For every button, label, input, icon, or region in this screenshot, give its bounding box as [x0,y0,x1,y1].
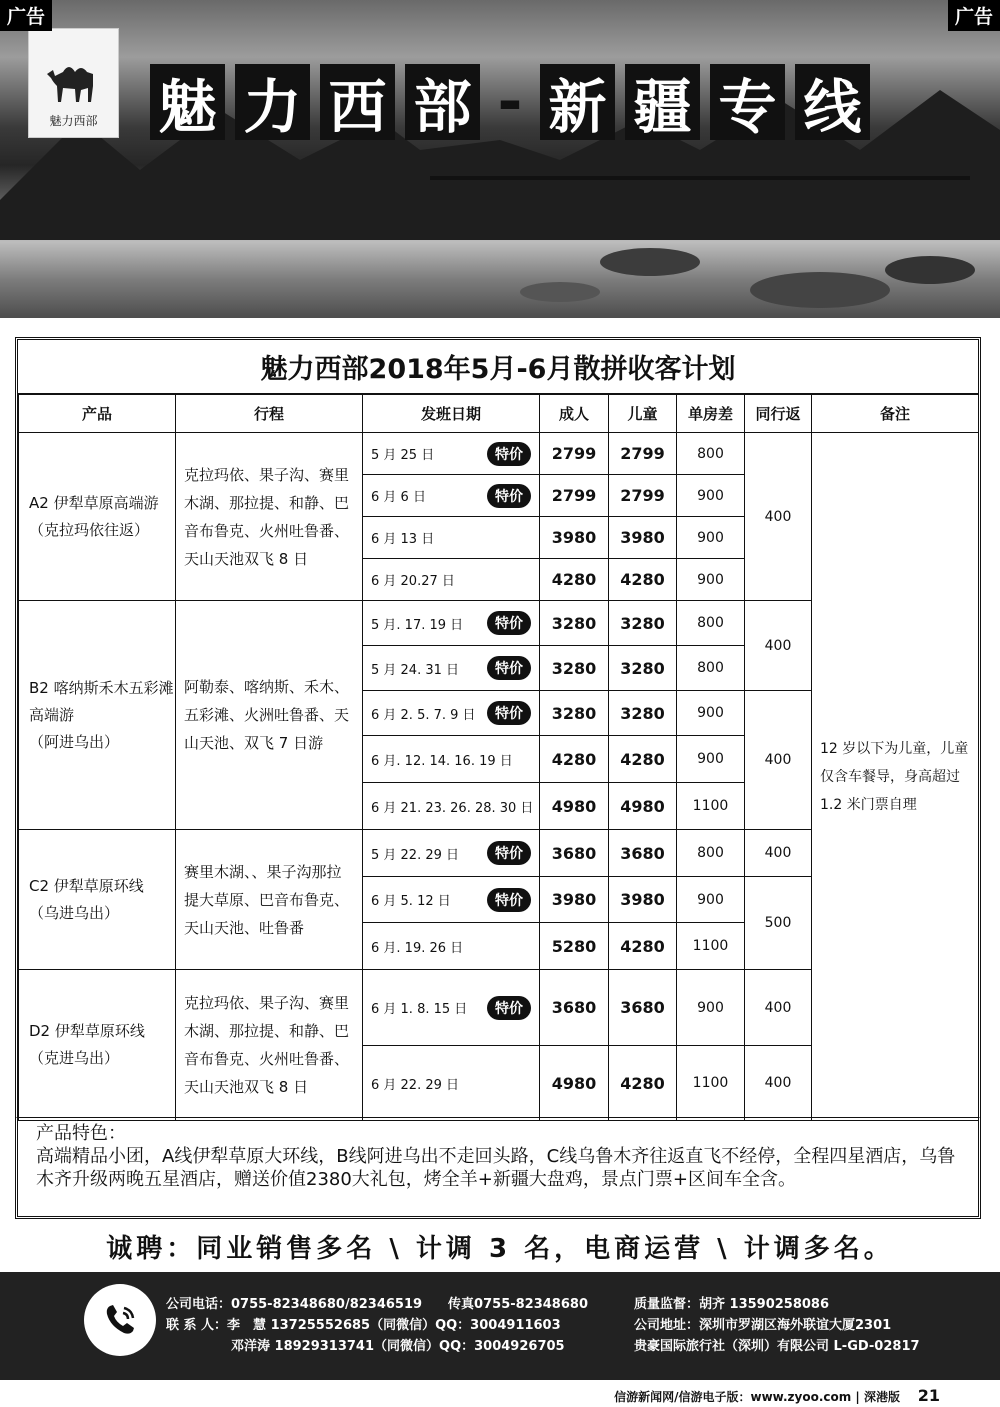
special-price-badge: 特价 [487,442,531,466]
special-price-badge: 特价 [487,611,531,635]
ad-tag-left: 广告 [0,0,52,31]
adult-price: 3280 [540,691,609,736]
special-price-badge: 特价 [487,484,531,508]
special-price-badge: 特价 [487,996,531,1020]
date-text: 6 月 1. 8. 15 日 [371,1002,468,1017]
date-text: 5 月 25 日 [371,448,435,463]
header-cell: 备注 [812,395,979,433]
route-cell: 克拉玛依、果子沟、赛里木湖、那拉提、和静、巴音布鲁克、火州吐鲁番、天山天池双飞 8 日 [176,433,363,601]
camel-icon [41,56,107,108]
header-cell: 同行返 [745,395,812,433]
title-char: 专 [710,64,785,140]
adult-price: 4280 [540,559,609,601]
adult-price: 4280 [540,736,609,783]
child-price: 3680 [609,970,677,1046]
single-supplement: 800 [677,830,745,877]
date-cell [363,691,540,736]
title-char: 魅 [150,64,225,140]
contact-info-left [166,1294,588,1357]
date-text: 5 月 24. 31 日 [371,662,460,678]
rebate-cell: 400 [745,1046,812,1121]
page-bar: 信游新闻网/信游电子版：www.zyoo.com | 深港版 [614,1390,900,1404]
child-price: 2799 [609,433,677,475]
adult-price: 3680 [540,830,609,877]
date-cell: 6 月 20.27 日 [363,559,540,601]
child-price: 3980 [609,877,677,923]
special-price-badge: 特价 [487,656,531,680]
rebate-cell: 400 [745,970,812,1046]
product-sub: （阿进乌出） [29,732,120,751]
contact-info-right [634,1294,920,1357]
date-cell [363,877,540,923]
contact-line: 公司地址：深圳市罗湖区海外联谊大厦2301 [634,1318,892,1333]
child-price: 4280 [609,559,677,601]
date-cell: 6 月 21. 23. 26. 28. 30 日 [363,783,540,830]
route-cell: 克拉玛依、果子沟、赛里木湖、那拉提、和静、巴音布鲁克、火州吐鲁番、天山天池双飞 8 日 [176,970,363,1121]
product-cell [19,970,176,1121]
title-char: 疆 [625,64,700,140]
special-price-badge: 特价 [487,701,531,725]
single-supplement: 800 [677,433,745,475]
header-cell: 行程 [176,395,363,433]
header-row [19,395,979,433]
product-cell [19,433,176,601]
logo-text: 魅力西部 [49,114,98,128]
title-dash: - [497,67,523,137]
title-char: 力 [235,64,310,140]
plan-title: 魅力西部2018年5月-6月散拼收客计划 [18,340,978,394]
contact-line: 联 系 人：李 慧 13725552685（同微信）QQ：3004911603 [166,1318,561,1333]
route-cell: 赛里木湖、、果子沟那拉提大草原、巴音布鲁克、天山天池、吐鲁番 [176,830,363,970]
date-cell [363,970,540,1046]
header-cell: 产品 [19,395,176,433]
ad-tag-right: 广告 [948,0,1000,31]
product-name: A2 伊犁草原高端游 [29,493,159,512]
banner [0,0,1000,318]
landscape-graphic [0,0,1000,318]
rebate-cell: 400 [745,601,812,691]
contact-line: 质量监督：胡齐 13590258086 [634,1297,830,1312]
product-sub: （克拉玛依往返） [29,520,150,539]
schedule-table [18,394,979,1121]
rebate-cell: 400 [745,691,812,830]
date-text: 6 月 2. 5. 7. 9 日 [371,707,476,723]
date-cell: 6 月. 19. 26 日 [363,923,540,970]
child-price: 4280 [609,1046,677,1121]
title-char: 线 [795,64,870,140]
adult-price: 3280 [540,646,609,691]
single-supplement: 900 [677,736,745,783]
date-cell [363,475,540,517]
adult-price: 4980 [540,783,609,830]
date-cell [363,433,540,475]
single-supplement: 800 [677,601,745,646]
product-name: B2 喀纳斯禾木五彩滩高端游 [29,678,174,724]
rebate-cell: 400 [745,433,812,601]
date-cell [363,601,540,646]
contact-line: 公司电话：0755-82348680/82346519 传真0755-82348680 [166,1297,588,1312]
page-number: 21 [917,1386,940,1405]
adult-price: 4980 [540,1046,609,1121]
adult-price: 3280 [540,601,609,646]
adult-price: 2799 [540,475,609,517]
single-supplement: 900 [677,559,745,601]
child-price: 2799 [609,475,677,517]
child-price: 4280 [609,736,677,783]
product-name: C2 伊犁草原环线 [29,876,144,895]
child-price: 4280 [609,923,677,970]
single-supplement: 900 [677,877,745,923]
recruitment-banner: 诚聘：同业销售多名 \ 计调 3 名，电商运营 \ 计调多名。 [106,1234,894,1264]
single-supplement: 900 [677,970,745,1046]
date-cell [363,646,540,691]
product-cell [19,830,176,970]
contact-line: 邓洋涛 18929313741（同微信）QQ：3004926705 [166,1339,565,1354]
title-char: 部 [405,64,480,140]
adult-price: 2799 [540,433,609,475]
date-cell: 6 月 13 日 [363,517,540,559]
product-sub: （克进乌出） [29,1049,120,1067]
contact-line: 贵豪国际旅行社（深圳）有限公司 L-GD-02817 [634,1339,920,1354]
date-text: 6 月 5. 12 日 [371,894,451,909]
adult-price: 3980 [540,877,609,923]
rebate-cell: 500 [745,877,812,970]
header-cell: 成人 [540,395,609,433]
single-supplement: 1100 [677,783,745,830]
product-name: D2 伊犁草原环线 [29,1022,145,1040]
company-logo [28,28,119,138]
table-row [19,433,979,475]
date-cell: 6 月. 12. 14. 16. 19 日 [363,736,540,783]
single-supplement: 1100 [677,923,745,970]
date-cell: 6 月 22. 29 日 [363,1046,540,1121]
adult-price: 3680 [540,970,609,1046]
child-price: 4980 [609,783,677,830]
phone-icon [84,1284,156,1356]
banner-title [150,64,870,140]
child-price: 3280 [609,691,677,736]
product-sub: （乌进乌出） [29,903,120,922]
child-price: 3680 [609,830,677,877]
date-text: 6 月 6 日 [371,490,426,505]
product-features [15,1117,981,1219]
special-price-badge: 特价 [487,888,531,912]
contact-footer [0,1272,1000,1380]
schedule-table-frame [15,337,981,1219]
adult-price: 3980 [540,517,609,559]
header-cell: 儿童 [609,395,677,433]
date-cell [363,830,540,877]
features-text: 高端精品小团，A线伊犁草原大环线，B线阿进乌出不走回头路，C线乌鲁木齐往返直飞不经停，全程四星酒店，乌鲁木齐升级两晚五星酒店，赠送价值2380大礼包，烤全羊+新疆大盘鸡，景点门票+区间车全含。 [36,1146,956,1190]
single-supplement: 900 [677,475,745,517]
child-price: 3280 [609,646,677,691]
title-char: 西 [320,64,395,140]
header-cell: 单房差 [677,395,745,433]
note-cell: 12 岁以下为儿童，儿童仅含车餐导，身高超过 1.2 米门票自理 [812,433,979,1121]
features-title: 产品特色： [36,1123,126,1144]
date-text: 5 月. 17. 19 日 [371,617,464,633]
single-supplement: 900 [677,691,745,736]
rebate-cell: 400 [745,830,812,877]
title-char: 新 [540,64,615,140]
header-cell: 发班日期 [363,395,540,433]
product-cell [19,601,176,830]
date-text: 5 月 22. 29 日 [371,847,460,863]
special-price-badge: 特价 [487,841,531,865]
child-price: 3980 [609,517,677,559]
single-supplement: 1100 [677,1046,745,1121]
single-supplement: 900 [677,517,745,559]
adult-price: 5280 [540,923,609,970]
route-cell: 阿勒泰、喀纳斯、禾木、五彩滩、火洲吐鲁番、天山天池、双飞 7 日游 [176,601,363,830]
child-price: 3280 [609,601,677,646]
single-supplement: 800 [677,646,745,691]
